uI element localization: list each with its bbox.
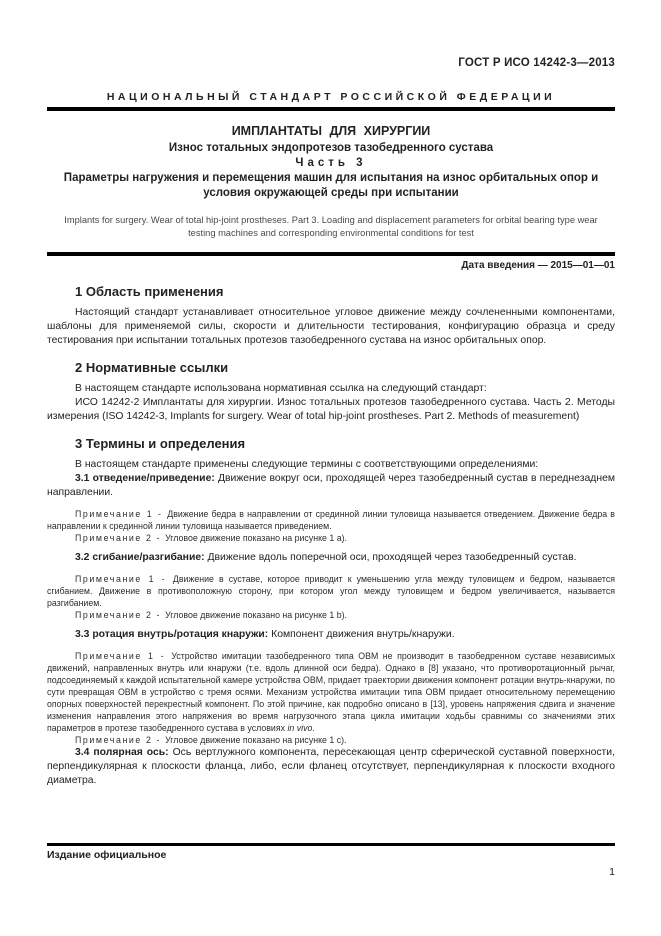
term-3-1-text: Движение вокруг оси, проходящей через тазобедренный сустав в переднезаднем направлении.	[47, 473, 615, 498]
effective-date: Дата введения — 2015—01—01	[461, 260, 615, 271]
section-1-heading: 1 Область применения	[75, 284, 224, 299]
section-3-intro: В настоящем стандарте применены следующие термины с соответствующими определениями:	[75, 459, 539, 470]
national-standard-banner: НАЦИОНАЛЬНЫЙ СТАНДАРТ РОССИЙСКОЙ ФЕДЕРАЦИИ	[47, 91, 615, 111]
note-text: Движение бедра в направлении от срединной линии туловища называется отведением. Движение бедра в направлении к срединной линии туловища называется приведением.	[47, 509, 615, 531]
term-3-1-lead: 3.1 отведение/приведение:	[75, 473, 215, 484]
note-text: Угловое движение показано на рисунке 1 а).	[165, 533, 347, 543]
note-tail: .	[312, 723, 315, 733]
term-3-2-note-1	[47, 573, 615, 609]
note-text: Движение в суставе, которое приводит к уменьшению угла между туловищем и бедром, называется сгибанием. Движение в противоположную сторону, при котором угол между туловищем и бедром увеличивается, называется разгибанием.	[47, 574, 615, 608]
official-edition-label: Издание официальное	[47, 849, 167, 861]
note-latin-term: in vivo	[287, 723, 313, 733]
note-text: Угловое движение показано на рисунке 1 b).	[165, 610, 347, 620]
term-3-2-lead: 3.2 сгибание/разгибание:	[75, 552, 205, 563]
note-text: Устройство имитации тазобедренного типа ОВМ не производит в тазобедренном суставе независимых движений, направленных внутрь или кнаружи (т.е. вдоль длинной оси бедра). Однако в [8] указано, что противоротационный рычаг, подсоединяемый к каждой испытательной камере устройства ОВМ, придает траектории движения компонент ротации внутрь-кнаружи, по сути превращая ОВМ в устройство с тремя осями. Механизм устройства имитации типа ОВМ придает относительному перемещению опорных поверхностей перекрестный компонент. По этой причине, как подробно описано в [13], уровень напряжения сдвига и значение изменения направления этого напряжения во время нагрузочного этапа цикла имитации ходьбы сравнимы со значениями этих параметров в протезе тазобедренного сустава в условиях	[47, 651, 616, 733]
term-3-1-note-1	[47, 508, 615, 532]
term-3-1	[47, 472, 615, 500]
term-3-4-lead: 3.4 полярная ось:	[75, 747, 169, 758]
note-label: Примечание 2 -	[75, 533, 166, 543]
note-label: Примечание 1 -	[75, 509, 168, 519]
term-3-3-note-1	[47, 650, 615, 734]
note-text: Угловое движение показано на рисунке 1 c).	[165, 735, 347, 745]
page-number: 1	[609, 866, 615, 878]
section-2-heading: 2 Нормативные ссылки	[75, 360, 229, 375]
term-3-3-note-2	[47, 734, 615, 746]
note-label: Примечание 1 -	[75, 574, 173, 584]
title-line-1: ИМПЛАНТАТЫ ДЛЯ ХИРУРГИИ	[231, 124, 431, 138]
title-english: Implants for surgery. Wear of total hip-joint prostheses. Part 3. Loading and displacement parameters for orbital bearing type wear testing machines and corresponding environmental conditions for test	[64, 215, 598, 238]
note-label: Примечание 2 -	[75, 735, 166, 745]
term-3-4-text: Ось вертлужного компонента, пересекающая центр сферической суставной поверхности, перпендикулярная к плоскости фланца, либо, если фланец отсутствует, перпендикулярная к плоскости входного диаметра.	[47, 747, 615, 786]
note-label: Примечание 1 -	[75, 651, 172, 661]
date-rule-divider	[47, 252, 615, 256]
term-3-4	[47, 746, 615, 788]
term-3-2-text: Движение вдоль поперечной оси, проходящей через тазобедренный сустав.	[204, 552, 577, 563]
title-line-4: Параметры нагружения и перемещения машин для испытания на износ орбитальных опор и условия окружающей среды при испытании	[63, 172, 599, 199]
document-code: ГОСТ Р ИСО 14242-3—2013	[458, 57, 615, 69]
term-3-1-note-2	[47, 532, 615, 544]
title-block	[47, 124, 615, 201]
section-3-heading: 3 Термины и определения	[75, 436, 246, 451]
note-label: Примечание 2 -	[75, 610, 166, 620]
term-3-2-note-2	[47, 609, 615, 621]
section-2-paragraph-1: В настоящем стандарте использована нормативная ссылка на следующий стандарт:	[75, 383, 487, 394]
title-part: Часть 3	[295, 157, 367, 169]
term-3-3	[47, 628, 615, 642]
term-3-3-lead: 3.3 ротация внутрь/ротация кнаружи:	[75, 629, 269, 640]
title-line-2: Износ тотальных эндопротезов тазобедренного сустава	[168, 142, 494, 154]
term-3-2	[47, 551, 615, 565]
section-1-paragraph: Настоящий стандарт устанавливает относительное угловое движение между сочлененными компонентами, шаблоны для применяемой силы, скорости и длительности тестирования, конфигурацию образца и среду тестирования при испытании тотальных протезов тазобедренного сустава на износ орбитальных опор.	[47, 307, 615, 346]
section-2-paragraph-2: ИСО 14242-2 Имплантаты для хирургии. Износ тотальных протезов тазобедренного сустава. Часть 2. Методы измерения (ISO 14242-3, Implants for surgery. Wear of total hip-joint prostheses. Part 2. Methods of measurement)	[47, 397, 615, 422]
term-3-3-text: Компонент движения внутрь/кнаружи.	[268, 629, 455, 640]
page-footer	[47, 843, 615, 878]
